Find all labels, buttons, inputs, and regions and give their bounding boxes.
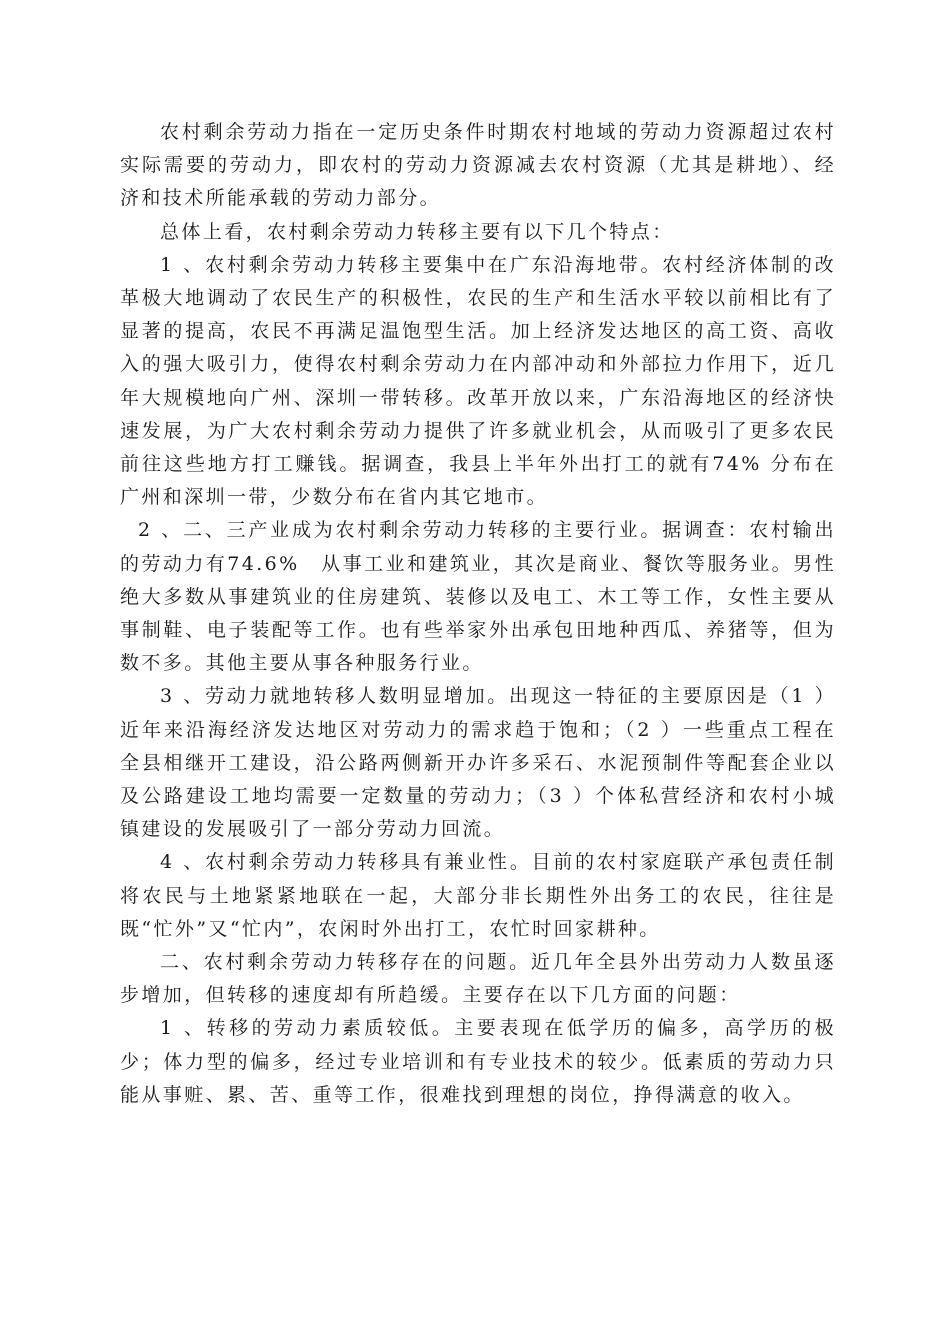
paragraph-feature-2: 2 、二、三产业成为农村剩余劳动力转移的主要行业。据调查：农村输出的劳动力有74.6% 从事工业和建筑业，其次是商业、餐饮等服务业。男性绝大多数从事建筑业的住房建筑、装修以及电工、木工等工作，女性主要从事制鞋、电子装配等工作。也有些举家外出承包田地种西瓜、养猪等，但为数不多。其他主要从事各种服务行业。 (120, 519, 836, 675)
document-body (120, 116, 836, 1112)
paragraph-feature-3: 3 、劳动力就地转移人数明显增加。出现这一特征的主要原因是（1 ）近年来沿海经济发达地区对劳动力的需求趋于饱和；（2 ）一些重点工程在全县相继开工建设，沿公路两侧新开办许多采石、水泥预制件等配套企业以及公路建设工地均需要一定数量的劳动力；（3 ）个体私营经济和农村小城镇建设的发展吸引了一部分劳动力回流。 (120, 685, 836, 841)
paragraph-definition: 农村剩余劳动力指在一定历史条件时期农村地域的劳动力资源超过农村实际需要的劳动力，即农村的劳动力资源减去农村资源（尤其是耕地）、经济和技术所能承载的劳动力部分。 (120, 121, 836, 210)
paragraph-feature-1: 1 、农村剩余劳动力转移主要集中在广东沿海地带。农村经济体制的改革极大地调动了农民生产的积极性，农民的生产和生活水平较以前相比有了显著的提高，农民不再满足温饱型生活。加上经济发达地区的高工资、高收入的强大吸引力，使得农村剩余劳动力在内部冲动和外部拉力作用下，近几年大规模地向广州、深圳一带转移。改革开放以来，广东沿海地区的经济快速发展，为广大农村剩余劳动力提供了许多就业机会，从而吸引了更多农民前往这些地方打工赚钱。据调查，我县上半年外出打工的就有74% 分布在广州和深圳一带，少数分布在省内其它地市。 (120, 253, 836, 509)
paragraph-problem-1: 1 、转移的劳动力素质较低。主要表现在低学历的偏多，高学历的极少；体力型的偏多，经过专业培训和有专业技术的较少。低素质的劳动力只能从事赃、累、苦、重等工作，很难找到理想的岗位，挣得满意的收入。 (120, 1017, 836, 1106)
paragraph-feature-4: 4 、农村剩余劳动力转移具有兼业性。目前的农村家庭联产承包责任制将农民与土地紧紧地联在一起，大部分非长期性外出务工的农民，往往是既“忙外”又“忙内”，农闲时外出打工，农忙时回家耕种。 (120, 851, 836, 940)
paragraph-overview: 总体上看，农村剩余劳动力转移主要有以下几个特点： (160, 220, 674, 243)
paragraph-problems-heading: 二、农村剩余劳动力转移存在的问题。近几年全县外出劳动力人数虽逐步增加，但转移的速度却有所趋缓。主要存在以下几方面的问题： (120, 951, 836, 1007)
